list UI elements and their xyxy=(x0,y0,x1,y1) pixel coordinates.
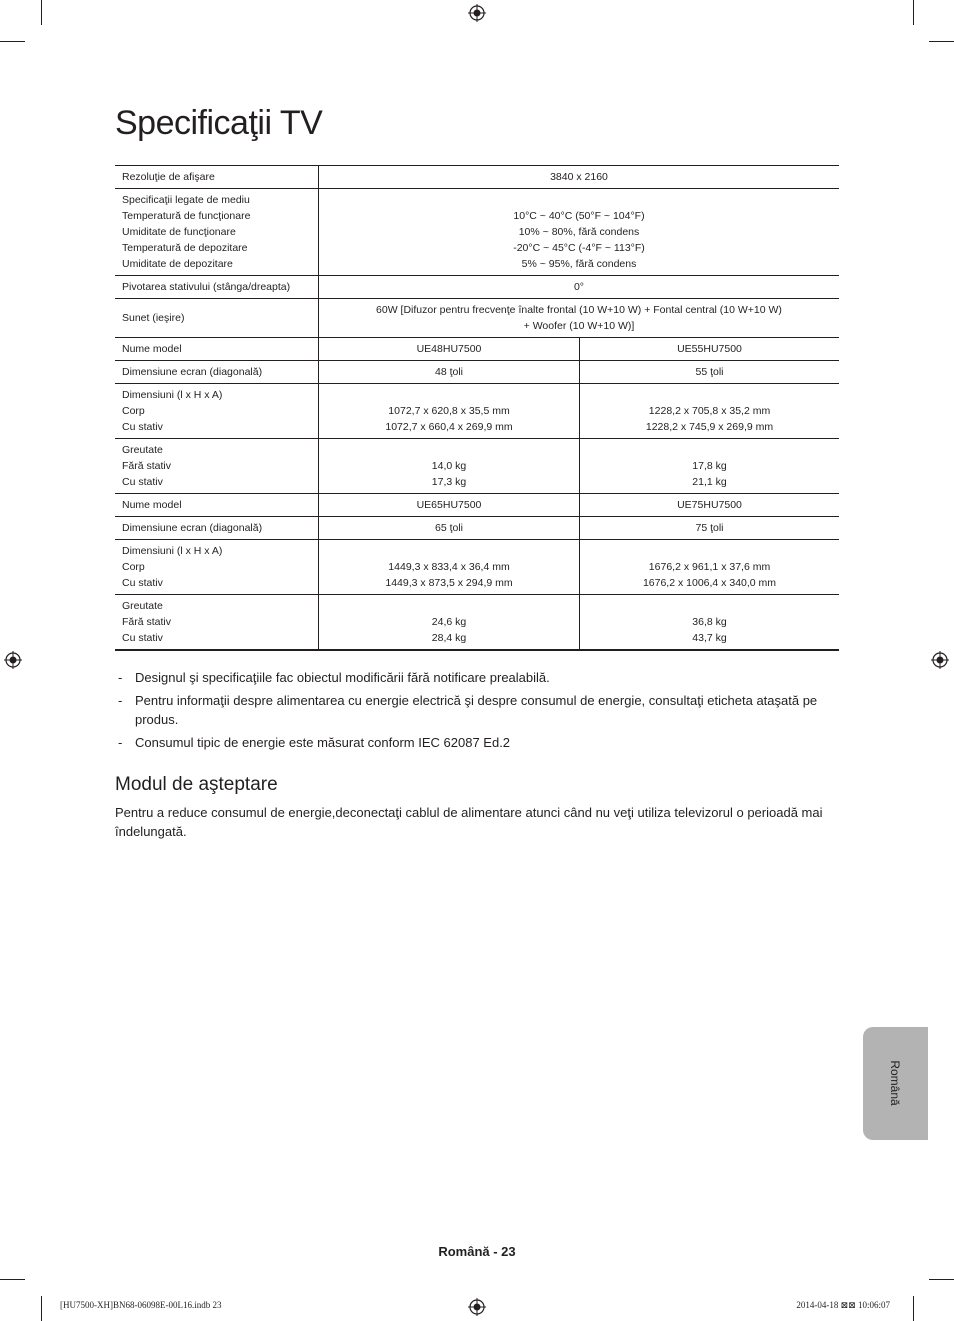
language-tab-label: Română xyxy=(888,1060,902,1106)
spec-value-line: 1228,2 x 705,8 x 35,2 mm xyxy=(648,405,771,417)
spec-value-line: 17,3 kg xyxy=(431,476,467,488)
spec-value xyxy=(580,540,840,595)
spec-value-line: 1449,3 x 833,4 x 36,4 mm xyxy=(388,561,510,573)
spec-row xyxy=(115,540,839,595)
spec-label-line: Sunet (ieşire) xyxy=(122,312,185,324)
spec-label-line: Specificaţii legate de mediu xyxy=(122,194,250,206)
spec-value xyxy=(319,384,580,439)
spec-value-spacer xyxy=(587,598,832,614)
print-slug-timestamp: 2014-04-18 ⊠⊠ 10:06:07 xyxy=(796,1300,890,1310)
spec-value xyxy=(319,439,580,494)
spec-value xyxy=(319,189,840,276)
spec-value-line: 1072,7 x 660,4 x 269,9 mm xyxy=(385,421,513,433)
spec-label-line: Greutate xyxy=(122,600,163,612)
spec-label-line: Umiditate de depozitare xyxy=(122,258,233,270)
spec-value xyxy=(319,338,580,361)
note-item xyxy=(115,691,835,729)
crop-mark-icon xyxy=(41,1296,42,1321)
spec-value-line: 1072,7 x 620,8 x 35,5 mm xyxy=(388,405,510,417)
spec-value-line: 21,1 kg xyxy=(692,476,727,488)
spec-value xyxy=(580,595,840,651)
spec-value xyxy=(319,517,580,540)
spec-row xyxy=(115,361,839,384)
crop-mark-icon xyxy=(929,41,954,42)
spec-value xyxy=(580,338,840,361)
spec-value-line: 3840 x 2160 xyxy=(550,171,608,183)
spec-label xyxy=(115,494,319,517)
spec-value-spacer xyxy=(326,598,572,614)
note-text: Designul şi specificaţiile fac obiectul modificării fără notificare prealabilă. xyxy=(135,670,550,685)
spec-value-line: 17,8 kg xyxy=(692,460,727,472)
spec-label xyxy=(115,540,319,595)
spec-row xyxy=(115,439,839,494)
spec-value-line: 1449,3 x 873,5 x 294,9 mm xyxy=(385,577,513,589)
registration-mark-icon xyxy=(468,4,486,22)
spec-value-line: 75 ţoli xyxy=(695,522,724,534)
spec-table-body xyxy=(115,166,839,651)
spec-label xyxy=(115,384,319,439)
spec-label-line: Nume model xyxy=(122,343,182,355)
spec-value-line: 60W [Difuzor pentru frecvenţe înalte frontal (10 W+10 W) + Fontal central (10 W+10 W) xyxy=(376,304,782,316)
spec-label xyxy=(115,595,319,651)
spec-value-line: 1676,2 x 1006,4 x 340,0 mm xyxy=(642,577,777,589)
page-title: Specificaţii TV xyxy=(115,104,323,142)
standby-heading: Modul de aşteptare xyxy=(115,774,278,795)
registration-mark-icon xyxy=(468,1298,486,1316)
note-text: Pentru informaţii despre alimentarea cu energie electrică şi despre consumul de energie, consultaţi eticheta ataşată pe produs. xyxy=(135,693,818,727)
spec-label-line: Temperatură de funcţionare xyxy=(122,210,251,222)
spec-label-line: Dimensiuni (l x H x A) xyxy=(122,545,223,557)
spec-row xyxy=(115,517,839,540)
spec-table xyxy=(115,165,839,651)
spec-value-line: UE75HU7500 xyxy=(677,499,742,511)
spec-label-line: Cu stativ xyxy=(122,632,163,644)
registration-mark-icon xyxy=(4,651,22,669)
spec-row xyxy=(115,299,839,338)
spec-value xyxy=(580,384,840,439)
crop-mark-icon xyxy=(41,0,42,25)
spec-value xyxy=(319,595,580,651)
note-dash: - xyxy=(118,670,123,685)
spec-value xyxy=(319,361,580,384)
spec-label xyxy=(115,189,319,276)
spec-label-line: Nume model xyxy=(122,499,182,511)
spec-value-line: 5% ~ 95%, fără condens xyxy=(521,258,637,270)
language-side-tab xyxy=(863,1027,928,1140)
spec-value-line: 48 ţoli xyxy=(434,366,464,378)
spec-value-line: UE48HU7500 xyxy=(416,343,482,355)
spec-value-line: 1228,2 x 745,9 x 269,9 mm xyxy=(645,421,774,433)
spec-value-spacer xyxy=(326,192,832,208)
crop-mark-icon xyxy=(913,0,914,25)
spec-row xyxy=(115,189,839,276)
spec-label-line: Rezoluţie de afişare xyxy=(122,171,215,183)
spec-value-spacer xyxy=(326,543,572,559)
standby-text: Pentru a reduce consumul de energie,deconectaţi cablul de alimentare atunci când nu veţi utiliza televizorul o perioadă mai îndelungată. xyxy=(115,805,823,839)
spec-value-line: 55 ţoli xyxy=(695,366,724,378)
spec-value xyxy=(319,299,840,338)
spec-row xyxy=(115,494,839,517)
print-slug-file: [HU7500-XH]BN68-06098E-00L16.indb 23 xyxy=(60,1300,222,1310)
spec-value-line: + Woofer (10 W+10 W)] xyxy=(523,320,635,332)
spec-value-line: 65 ţoli xyxy=(434,522,464,534)
spec-value-spacer xyxy=(326,387,572,403)
spec-label xyxy=(115,439,319,494)
note-item xyxy=(115,733,835,752)
spec-value-line: 28,4 kg xyxy=(431,632,467,644)
crop-mark-icon xyxy=(0,1279,25,1280)
spec-value-line: 10% ~ 80%, fără condens xyxy=(518,226,640,238)
spec-label xyxy=(115,299,319,338)
spec-label xyxy=(115,276,319,299)
spec-value xyxy=(580,439,840,494)
notes-list xyxy=(115,668,835,756)
spec-value xyxy=(319,166,840,189)
crop-mark-icon xyxy=(929,1279,954,1280)
note-dash: - xyxy=(118,693,123,708)
spec-label-line: Cu stativ xyxy=(122,577,163,589)
spec-value xyxy=(319,276,840,299)
spec-value xyxy=(319,540,580,595)
spec-label-line: Fără stativ xyxy=(122,616,172,628)
page-number: Română - 23 xyxy=(438,1244,516,1259)
spec-row xyxy=(115,595,839,651)
spec-label-line: Cu stativ xyxy=(122,421,163,433)
spec-value-line: UE55HU7500 xyxy=(677,343,742,355)
spec-value-line: 24,6 kg xyxy=(431,616,467,628)
spec-label xyxy=(115,517,319,540)
spec-label-line: Dimensiune ecran (diagonală) xyxy=(122,522,263,534)
spec-label-line: Umiditate de funcţionare xyxy=(122,226,236,238)
spec-value-line: UE65HU7500 xyxy=(416,499,482,511)
spec-value-spacer xyxy=(587,387,832,403)
registration-mark-icon xyxy=(931,651,949,669)
spec-value xyxy=(580,361,840,384)
spec-value-spacer xyxy=(326,442,572,458)
spec-label-line: Dimensiuni (l x H x A) xyxy=(122,389,223,401)
crop-mark-icon xyxy=(913,1296,914,1321)
spec-value xyxy=(580,494,840,517)
spec-row xyxy=(115,384,839,439)
spec-value xyxy=(580,517,840,540)
note-dash: - xyxy=(118,735,123,750)
spec-row xyxy=(115,338,839,361)
spec-value-line: 1676,2 x 961,1 x 37,6 mm xyxy=(648,561,771,573)
spec-label-line: Temperatură de depozitare xyxy=(122,242,248,254)
spec-value-line: 0° xyxy=(573,281,585,293)
spec-label-line: Pivotarea stativului (stânga/dreapta) xyxy=(122,281,291,293)
spec-label-line: Dimensiune ecran (diagonală) xyxy=(122,366,263,378)
spec-label xyxy=(115,361,319,384)
spec-label-line: Fără stativ xyxy=(122,460,172,472)
spec-label xyxy=(115,166,319,189)
spec-value-line: 10°C ~ 40°C (50°F ~ 104°F) xyxy=(513,210,645,222)
spec-label-line: Greutate xyxy=(122,444,163,456)
spec-label-line: Corp xyxy=(122,561,145,573)
spec-row xyxy=(115,166,839,189)
spec-value-line: 14,0 kg xyxy=(431,460,467,472)
spec-row xyxy=(115,276,839,299)
spec-label-line: Cu stativ xyxy=(122,476,163,488)
note-text: Consumul tipic de energie este măsurat conform IEC 62087 Ed.2 xyxy=(135,735,511,750)
crop-mark-icon xyxy=(0,41,25,42)
spec-value-line: -20°C ~ 45°C (-4°F ~ 113°F) xyxy=(513,242,645,254)
spec-value-line: 36,8 kg xyxy=(692,616,727,628)
spec-label xyxy=(115,338,319,361)
spec-value-spacer xyxy=(587,543,832,559)
spec-value xyxy=(319,494,580,517)
spec-value-line: 43,7 kg xyxy=(692,632,727,644)
spec-value-spacer xyxy=(587,442,832,458)
note-item xyxy=(115,668,835,687)
spec-label-line: Corp xyxy=(122,405,145,417)
